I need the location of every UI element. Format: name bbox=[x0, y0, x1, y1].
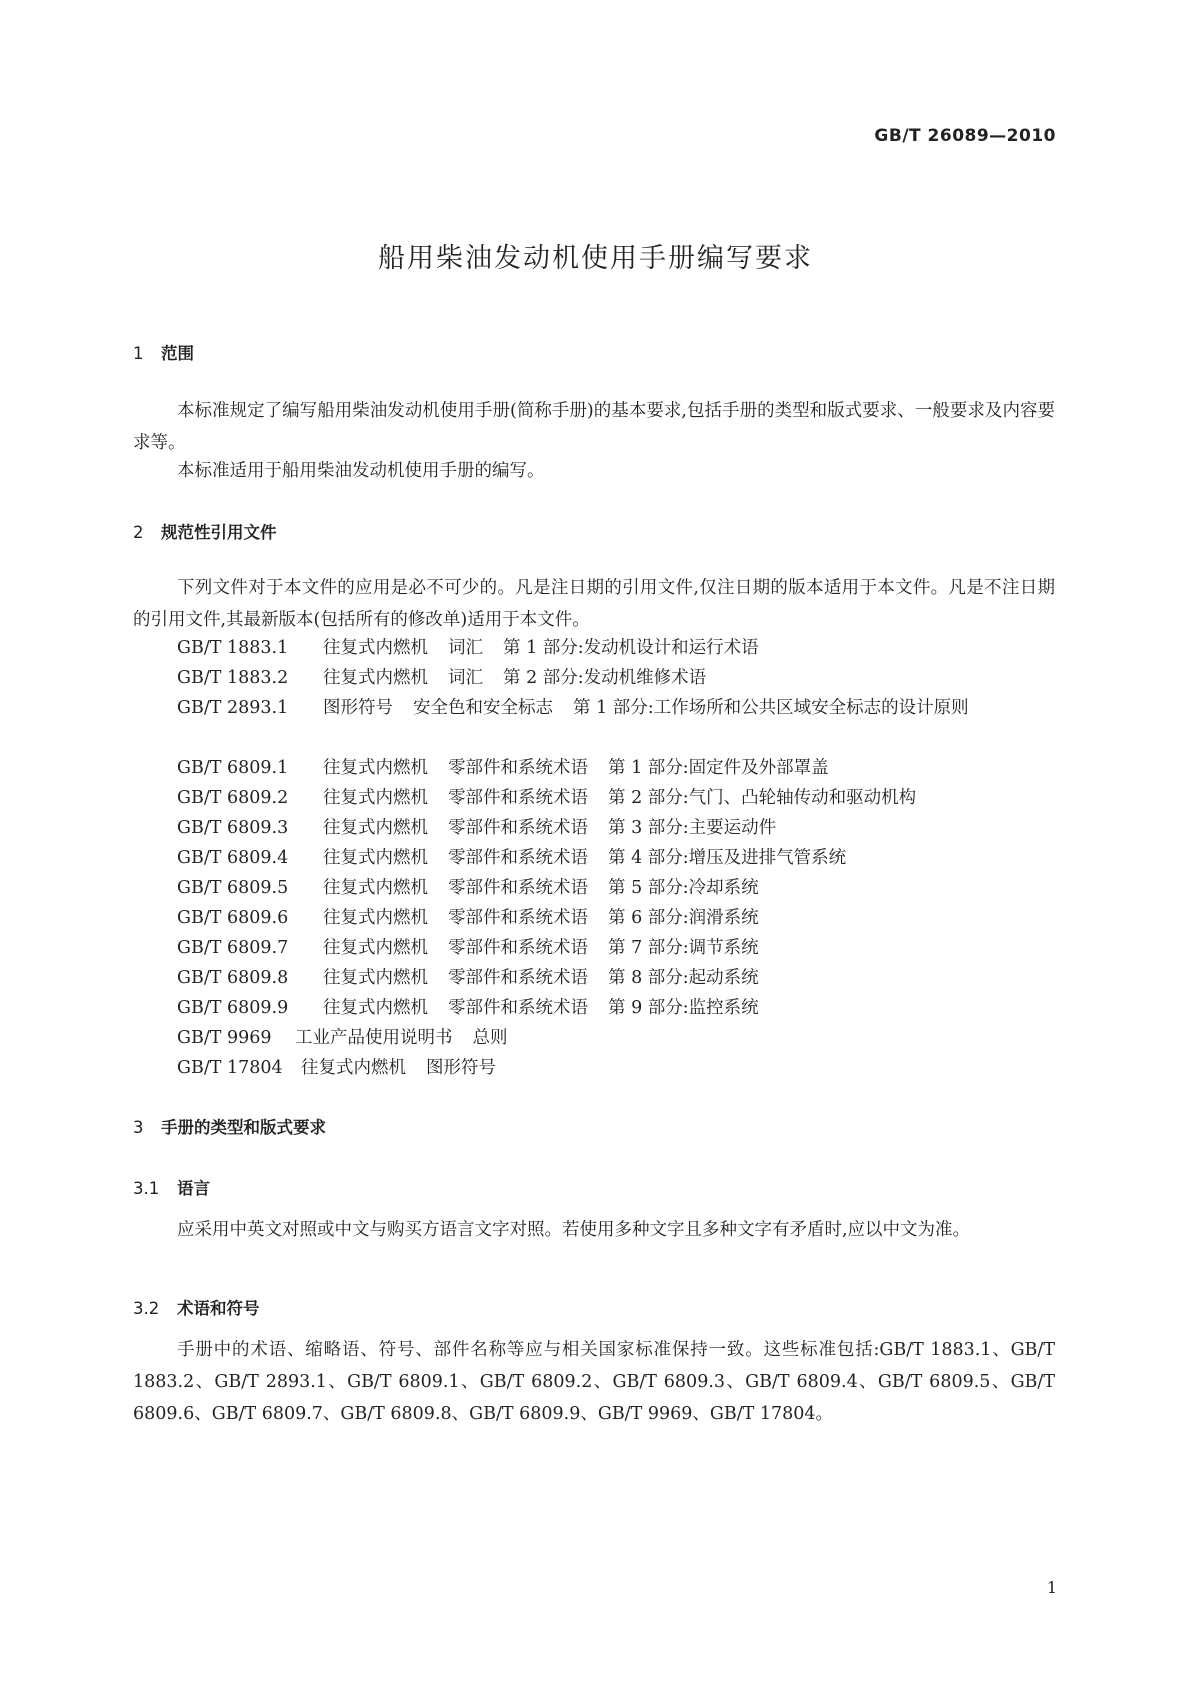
reference-part: 往复式内燃机 bbox=[323, 848, 428, 868]
reference-part: 词汇 bbox=[448, 668, 483, 688]
reference-code: GB/T 1883.1 bbox=[177, 638, 289, 658]
reference-code: GB/T 6809.8 bbox=[177, 968, 289, 988]
paragraph: 本标准规定了编写船用柴油发动机使用手册(简称手册)的基本要求,包括手册的类型和版式要求、一般要求及内容要求等。 bbox=[133, 401, 1055, 453]
reference-part: 第 1 部分:发动机设计和运行术语 bbox=[503, 638, 759, 658]
reference-part: 工业产品使用说明书 bbox=[295, 1028, 453, 1048]
reference-code: GB/T 9969 bbox=[177, 1028, 272, 1048]
reference-item bbox=[177, 662, 706, 694]
section-3-1-heading bbox=[133, 1175, 210, 1199]
reference-part: 往复式内燃机 bbox=[323, 938, 428, 958]
page-number: 1 bbox=[1046, 1578, 1057, 1597]
reference-part: 往复式内燃机 bbox=[323, 878, 428, 898]
reference-code: GB/T 6809.5 bbox=[177, 878, 289, 898]
reference-part: 第 7 部分:调节系统 bbox=[608, 938, 759, 958]
section-2-heading bbox=[133, 519, 277, 543]
reference-item bbox=[177, 1022, 508, 1054]
reference-item bbox=[177, 992, 759, 1024]
reference-part: 第 1 部分:固定件及外部罩盖 bbox=[608, 758, 829, 778]
reference-item bbox=[177, 962, 759, 994]
section-number: 1 bbox=[133, 344, 144, 363]
reference-code: GB/T 6809.7 bbox=[177, 938, 289, 958]
reference-part: 往复式内燃机 bbox=[323, 758, 428, 778]
reference-part: 第 2 部分:气门、凸轮轴传动和驱动机构 bbox=[608, 788, 917, 808]
section-title: 术语和符号 bbox=[177, 1299, 260, 1318]
reference-item bbox=[177, 782, 916, 814]
reference-part: 第 6 部分:润滑系统 bbox=[608, 908, 759, 928]
document-title: 船用柴油发动机使用手册编写要求 bbox=[378, 243, 813, 274]
reference-code: GB/T 6809.4 bbox=[177, 848, 289, 868]
reference-part: 第 3 部分:主要运动件 bbox=[608, 818, 777, 838]
reference-part: 第 9 部分:监控系统 bbox=[608, 998, 759, 1018]
section-3-heading bbox=[133, 1114, 326, 1138]
reference-code: GB/T 6809.1 bbox=[177, 758, 289, 778]
reference-part: 第 4 部分:增压及进排气管系统 bbox=[608, 848, 847, 868]
reference-part: 往复式内燃机 bbox=[323, 908, 428, 928]
reference-part: 往复式内燃机 bbox=[323, 788, 428, 808]
reference-part: 往复式内燃机 bbox=[323, 998, 428, 1018]
reference-code: GB/T 6809.9 bbox=[177, 998, 289, 1018]
reference-part: 零部件和系统术语 bbox=[448, 818, 588, 838]
section-number: 3.2 bbox=[133, 1299, 160, 1318]
reference-item bbox=[177, 632, 759, 664]
reference-code: GB/T 17804 bbox=[177, 1058, 283, 1078]
reference-part: 第 8 部分:起动系统 bbox=[608, 968, 759, 988]
reference-item bbox=[177, 932, 759, 964]
reference-part: 往复式内燃机 bbox=[323, 668, 428, 688]
section-title: 范围 bbox=[161, 344, 194, 363]
reference-item bbox=[177, 1052, 496, 1084]
reference-part: 图形符号 bbox=[323, 698, 393, 718]
reference-part: 零部件和系统术语 bbox=[448, 878, 588, 898]
reference-part: 往复式内燃机 bbox=[323, 968, 428, 988]
reference-code: GB/T 6809.3 bbox=[177, 818, 289, 838]
section-1-heading bbox=[133, 340, 194, 364]
section-title: 手册的类型和版式要求 bbox=[161, 1118, 326, 1137]
reference-part: 零部件和系统术语 bbox=[448, 908, 588, 928]
section-3-2-heading bbox=[133, 1295, 260, 1319]
reference-item bbox=[177, 872, 759, 904]
section-title: 规范性引用文件 bbox=[161, 523, 277, 542]
reference-part: 往复式内燃机 bbox=[301, 1058, 406, 1078]
reference-part: 第 5 部分:冷却系统 bbox=[608, 878, 759, 898]
reference-part: 零部件和系统术语 bbox=[448, 758, 588, 778]
reference-part: 零部件和系统术语 bbox=[448, 788, 588, 808]
section-number: 2 bbox=[133, 523, 144, 542]
reference-item bbox=[177, 902, 759, 934]
paragraph: 手册中的术语、缩略语、符号、部件名称等应与相关国家标准保持一致。这些标准包括:GB/T 1883.1、GB/T 1883.2、GB/T 2893.1、GB/T 6809.1、GB/T 6809.2、GB/T 6809.3、GB/T 6809.4、GB/T 6809.5、GB/T 6809.6、GB/T 6809.7、GB/T 6809.8、GB/T 6809.9、GB/T 9969、GB/T 17804。 bbox=[133, 1340, 1055, 1424]
reference-part: 总则 bbox=[472, 1028, 508, 1048]
reference-part: 零部件和系统术语 bbox=[448, 968, 588, 988]
standard-code: GB/T 26089—2010 bbox=[874, 126, 1056, 146]
reference-item bbox=[133, 692, 1055, 724]
reference-item bbox=[177, 812, 776, 844]
reference-item bbox=[177, 752, 829, 784]
reference-part: 往复式内燃机 bbox=[323, 638, 428, 658]
reference-part: 第 1 部分:工作场所和公共区域安全标志的设计原则 bbox=[573, 698, 969, 718]
paragraph: 下列文件对于本文件的应用是必不可少的。凡是注日期的引用文件,仅注日期的版本适用于本文件。凡是不注日期的引用文件,其最新版本(包括所有的修改单)适用于本文件。 bbox=[133, 578, 1055, 630]
section-number: 3 bbox=[133, 1118, 144, 1137]
section-number: 3.1 bbox=[133, 1179, 160, 1198]
reference-item bbox=[177, 842, 846, 874]
reference-part: 图形符号 bbox=[426, 1058, 496, 1078]
paragraph: 应采用中英文对照或中文与购买方语言文字对照。若使用多种文字且多种文字有矛盾时,应以中文为准。 bbox=[177, 1220, 971, 1240]
reference-part: 零部件和系统术语 bbox=[448, 848, 588, 868]
reference-part: 零部件和系统术语 bbox=[448, 998, 588, 1018]
reference-code: GB/T 6809.6 bbox=[177, 908, 289, 928]
paragraph: 本标准适用于船用柴油发动机使用手册的编写。 bbox=[177, 461, 545, 481]
section-title: 语言 bbox=[177, 1179, 210, 1198]
reference-code: GB/T 2893.1 bbox=[177, 698, 289, 718]
reference-part: 往复式内燃机 bbox=[323, 818, 428, 838]
reference-code: GB/T 1883.2 bbox=[177, 668, 289, 688]
reference-part: 安全色和安全标志 bbox=[413, 698, 553, 718]
reference-part: 零部件和系统术语 bbox=[448, 938, 588, 958]
reference-code: GB/T 6809.2 bbox=[177, 788, 289, 808]
reference-part: 第 2 部分:发动机维修术语 bbox=[503, 668, 707, 688]
reference-part: 词汇 bbox=[448, 638, 483, 658]
